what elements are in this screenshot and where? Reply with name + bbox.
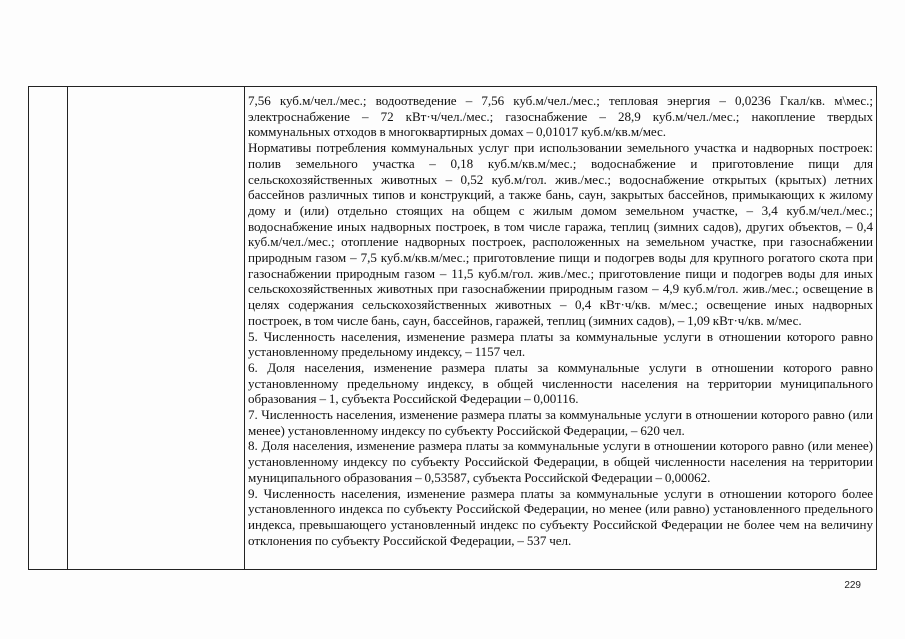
page-number: 229 (844, 580, 861, 591)
table-column-divider-2 (244, 87, 245, 569)
document-table (28, 86, 877, 570)
paragraph-item-5: 5. Численность населения, изменение размера платы за коммунальные услуги в отношении которого равно установленному предельному индексу, – 1157 чел. (248, 328, 873, 360)
paragraph-item-7: 7. Численность населения, изменение размера платы за коммунальные услуги в отношении которого равно (или менее) установленному индексу по субъекту Российской Федерации, – 620 чел. (248, 407, 873, 438)
paragraph-item-8: 8. Доля населения, изменение размера платы за коммунальные услуги в отношении которого равно (или менее) установленному индексу по субъекту Российской Федерации, в общей численности населения на территории муниципального образования – 0,53587, субъекта Российской Федерации – 0,00062. (248, 438, 873, 485)
table-cell-content (248, 93, 873, 569)
paragraph-norms-continued: 7,56 куб.м/чел./мес.; водоотведение – 7,56 куб.м/чел./мес.; тепловая энергия – 0,0236 Гкал/кв. м\мес.; электроснабжение – 72 кВт·ч/чел./мес.; газоснабжение – 28,9 куб.м/чел./мес.; накопление твердых коммунальных отходов в многоквартирных домах – 0,01017 куб.м/кв.м/мес. (248, 93, 873, 140)
paragraph-item-9: 9. Численность населения, изменение размера платы за коммунальные услуги в отношении которого более установленного индекса по субъекту Российской Федерации, но менее (или равно) установленного предельного индекса, превышающего установленный индекс по субъекту Российской Федерации не более чем на величину отклонения по субъекту Российской Федерации, – 537 чел. (248, 485, 873, 548)
paragraph-item-6: 6. Доля населения, изменение размера платы за коммунальные услуги в отношении которого равно установленному предельному индексу, в общей численности населения на территории муниципального образования – 1, субъекта Российской Федерации – 0,00116. (248, 359, 873, 407)
paragraph-land-norms: Нормативы потребления коммунальных услуг при использовании земельного участка и надворных построек: полив земельного участка – 0,18 куб.м/кв.м/мес.; водоснабжение и приготовление пищи для сельскохозяйственных животных – 0,52 куб.м/гол. жив./мес.; водоснабжение открытых (крытых) летних бассейнов различных типов и конструкций, а также бань, саун, закрытых бассейнов, примыкающих к жилому дому и (или) отдельно стоящих на общем с жилым домом земельном участке, – 3,4 куб.м/чел./мес.; водоснабжение иных надворных построек, в том числе гаража, теплиц (зимних садов), других объектов, – 0,4 куб.м/чел./мес.; отопление надворных построек, расположенных на земельном участке, при газоснабжении природным газом – 7,5 куб.м/кв.м/мес.; приготовление пищи и подогрев воды для крупного рогатого скота при газоснабжении природным газом – 11,5 куб.м/гол. жив./мес.; приготовление пищи и подогрев воды для иных сельскохозяйственных животных при газоснабжении природным газом – 4,9 куб.м/гол. жив./мес.; освещение в целях содержания сельскохозяйственных животных – 0,4 кВт·ч/кв. м/мес.; освещение иных надворных построек, в том числе бань, саун, бассейнов, гаражей, теплиц (зимних садов), – 1,09 кВт·ч/кв. м/мес. (248, 140, 873, 328)
table-column-divider-1 (67, 87, 68, 569)
